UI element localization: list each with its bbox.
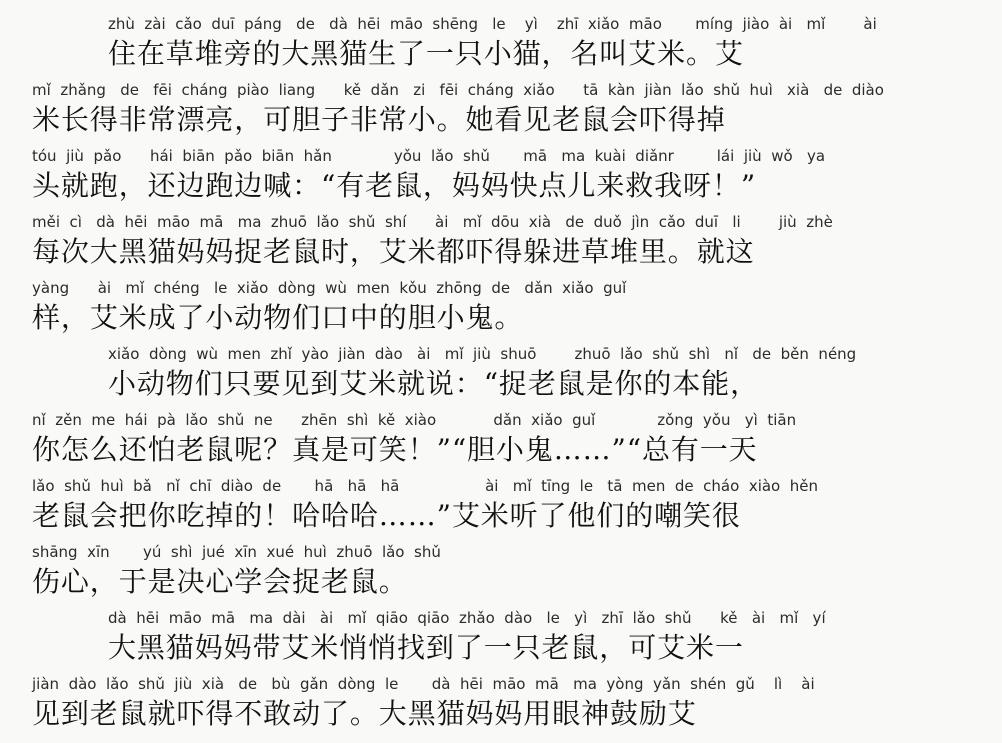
pinyin-row: yàng ài mǐ chéng le xiǎo dòng wù men kǒu zhōng de dǎn xiǎo guǐ (32, 279, 627, 297)
hanzi-row: 米长得非常漂亮，可胆子非常小。她看见老鼠会吓得掉 (32, 103, 726, 136)
pinyin-row: zhù zài cǎo duī páng de dà hēi māo shēng le yì zhī xiǎo māo míng jiào ài mǐ ài (108, 15, 877, 33)
text-line (0, 542, 1002, 608)
pinyin-row: dà hēi māo mā ma dài ài mǐ qiāo qiāo zhǎo dào le yì zhī lǎo shǔ kě ài mǐ yí (108, 609, 826, 627)
text-line (0, 278, 1002, 344)
hanzi-row: 每次大黑猫妈妈捉老鼠时，艾米都吓得躲进草堆里。就这 (32, 235, 755, 268)
hanzi-row: 大黑猫妈妈带艾米悄悄找到了一只老鼠，可艾米一 (108, 631, 744, 664)
hanzi-row: 头就跑，还边跑边喊：“有老鼠，妈妈快点儿来救我呀！” (32, 169, 757, 202)
hanzi-row: 老鼠会把你吃掉的！哈哈哈……”艾米听了他们的嘲笑很 (32, 499, 741, 532)
pinyin-row: měi cì dà hēi māo mā ma zhuō lǎo shǔ shí ài mǐ dōu xià de duǒ jìn cǎo duī li jiù zhè (32, 213, 833, 231)
text-line (0, 80, 1002, 146)
hanzi-row: 样，艾米成了小动物们口中的胆小鬼。 (32, 301, 524, 334)
text-line (0, 608, 1002, 674)
pinyin-row: shāng xīn yú shì jué xīn xué huì zhuō lǎo shǔ (32, 543, 441, 561)
text-line (0, 476, 1002, 542)
text-line (0, 14, 1002, 80)
pinyin-row: xiǎo dòng wù men zhǐ yào jiàn dào ài mǐ jiù shuō zhuō lǎo shǔ shì nǐ de běn néng (108, 345, 857, 363)
pinyin-row: lǎo shǔ huì bǎ nǐ chī diào de hā hā hā ài mǐ tīng le tā men de cháo xiào hěn (32, 477, 819, 495)
hanzi-row: 伤心，于是决心学会捉老鼠。 (32, 565, 408, 598)
text-line (0, 146, 1002, 212)
hanzi-row: 小动物们只要见到艾米就说：“捉老鼠是你的本能， (108, 367, 760, 400)
pinyin-row: nǐ zěn me hái pà lǎo shǔ ne zhēn shì kě xiào dǎn xiǎo guǐ zǒng yǒu yì tiān (32, 411, 797, 429)
pinyin-row: jiàn dào lǎo shǔ jiù xià de bù gǎn dòng le dà hēi māo mā ma yòng yǎn shén gǔ lì ài (32, 675, 815, 693)
hanzi-row: 见到老鼠就吓得不敢动了。大黑猫妈妈用眼神鼓励艾 (32, 697, 697, 730)
text-line (0, 344, 1002, 410)
hanzi-row: 你怎么还怕老鼠呢？真是可笑！”“胆小鬼……”“总有一天 (32, 433, 758, 466)
text-line (0, 674, 1002, 740)
pinyin-row: tóu jiù pǎo hái biān pǎo biān hǎn yǒu lǎo shǔ mā ma kuài diǎnr lái jiù wǒ ya (32, 147, 826, 165)
hanzi-row: 住在草堆旁的大黑猫生了一只小猫，名叫艾米。艾 (108, 37, 744, 70)
pinyin-row: mǐ zhǎng de fēi cháng piào liang kě dǎn zi fēi cháng xiǎo tā kàn jiàn lǎo shǔ huì xià de diào (32, 81, 884, 99)
text-line (0, 410, 1002, 476)
text-line (0, 212, 1002, 278)
